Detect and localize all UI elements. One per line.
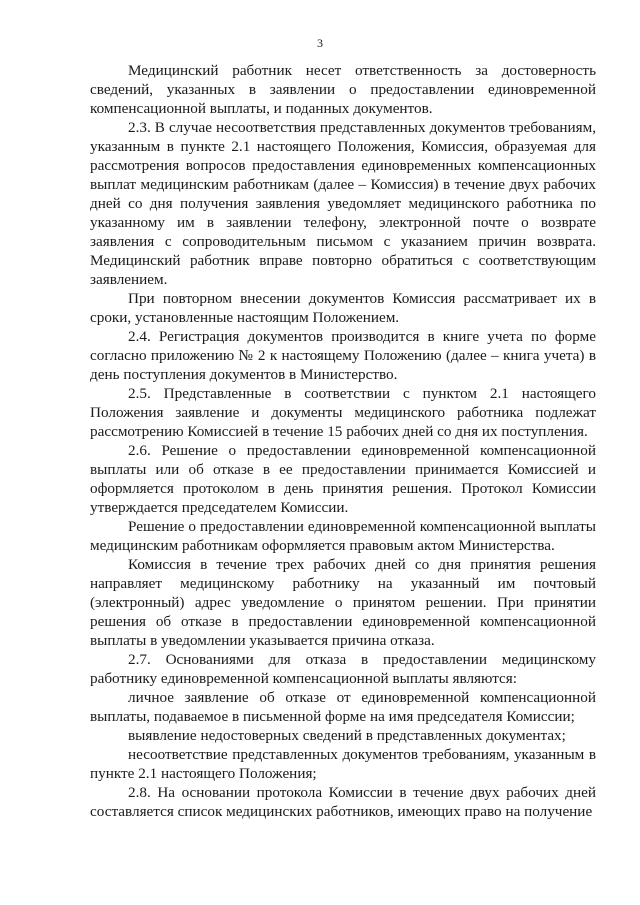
paragraph-2-5: 2.5. Представленные в соответствии с пунктом 2.1 настоящего Положения заявление и документы медицинского работника подлежат рассмотрению Комиссией в течение 15 рабочих дней со дня их поступления. bbox=[90, 385, 596, 440]
document-body bbox=[90, 61, 596, 821]
paragraph-2-7: 2.7. Основаниями для отказа в предоставлении медицинскому работнику единовременной компенсационной выплаты являются: bbox=[90, 651, 596, 687]
paragraph-2-4: 2.4. Регистрация документов производится в книге учета по форме согласно приложению № 2 к настоящему Положению (далее – книга учета) в день поступления документов в Министерство. bbox=[90, 328, 596, 383]
paragraph-responsibility: Медицинский работник несет ответственность за достоверность сведений, указанных в заявлении о предоставлении единовременной компенсационной выплаты, и поданных документов. bbox=[90, 62, 596, 117]
list-item-noncompliance: несоответствие представленных документов требованиям, указанным в пункте 2.1 настоящего Положения; bbox=[90, 746, 596, 782]
paragraph-2-6: 2.6. Решение о предоставлении единовременной компенсационной выплаты или об отказе в ее предоставлении принимается Комиссией и оформляется протоколом в день принятия решения. Протокол Комиссии утверждается председателем Комиссии. bbox=[90, 442, 596, 516]
list-item-false-info: выявление недостоверных сведений в представленных документах; bbox=[128, 727, 566, 744]
paragraph-resubmission: При повторном внесении документов Комиссия рассматривает их в сроки, установленные настоящим Положением. bbox=[90, 290, 596, 326]
paragraph-legal-act: Решение о предоставлении единовременной компенсационной выплаты медицинским работникам оформляется правовым актом Министерства. bbox=[90, 518, 596, 554]
page-number: 3 bbox=[317, 36, 323, 50]
list-item-refusal-statement: личное заявление об отказе от единовременной компенсационной выплаты, подаваемое в письменной форме на имя председателя Комиссии; bbox=[90, 689, 596, 725]
paragraph-notification: Комиссия в течение трех рабочих дней со дня принятия решения направляет медицинскому работнику на указанный им почтовый (электронный) адрес уведомление о принятом решении. При принятии решения об отказе в предоставлении единовременной компенсационной выплаты в уведомлении указывается причина отказа. bbox=[90, 556, 596, 649]
paragraph-2-3: 2.3. В случае несоответствия представленных документов требованиям, указанным в пункте 2.1 настоящего Положения, Комиссия, образуемая для рассмотрения вопросов предоставления единовременных компенсационных выплат медицинским работникам (далее – Комиссия) в течение двух рабочих дней со дня получения заявления уведомляет медицинского работника по указанному им в заявлении телефону, электронной почте о возврате заявления с сопроводительным письмом с указанием причин возврата. Медицинский работник вправе повторно обратиться с соответствующим заявлением. bbox=[90, 119, 596, 288]
paragraph-2-8: 2.8. На основании протокола Комиссии в течение двух рабочих дней составляется список медицинских работников, имеющих право на получение bbox=[90, 784, 596, 820]
